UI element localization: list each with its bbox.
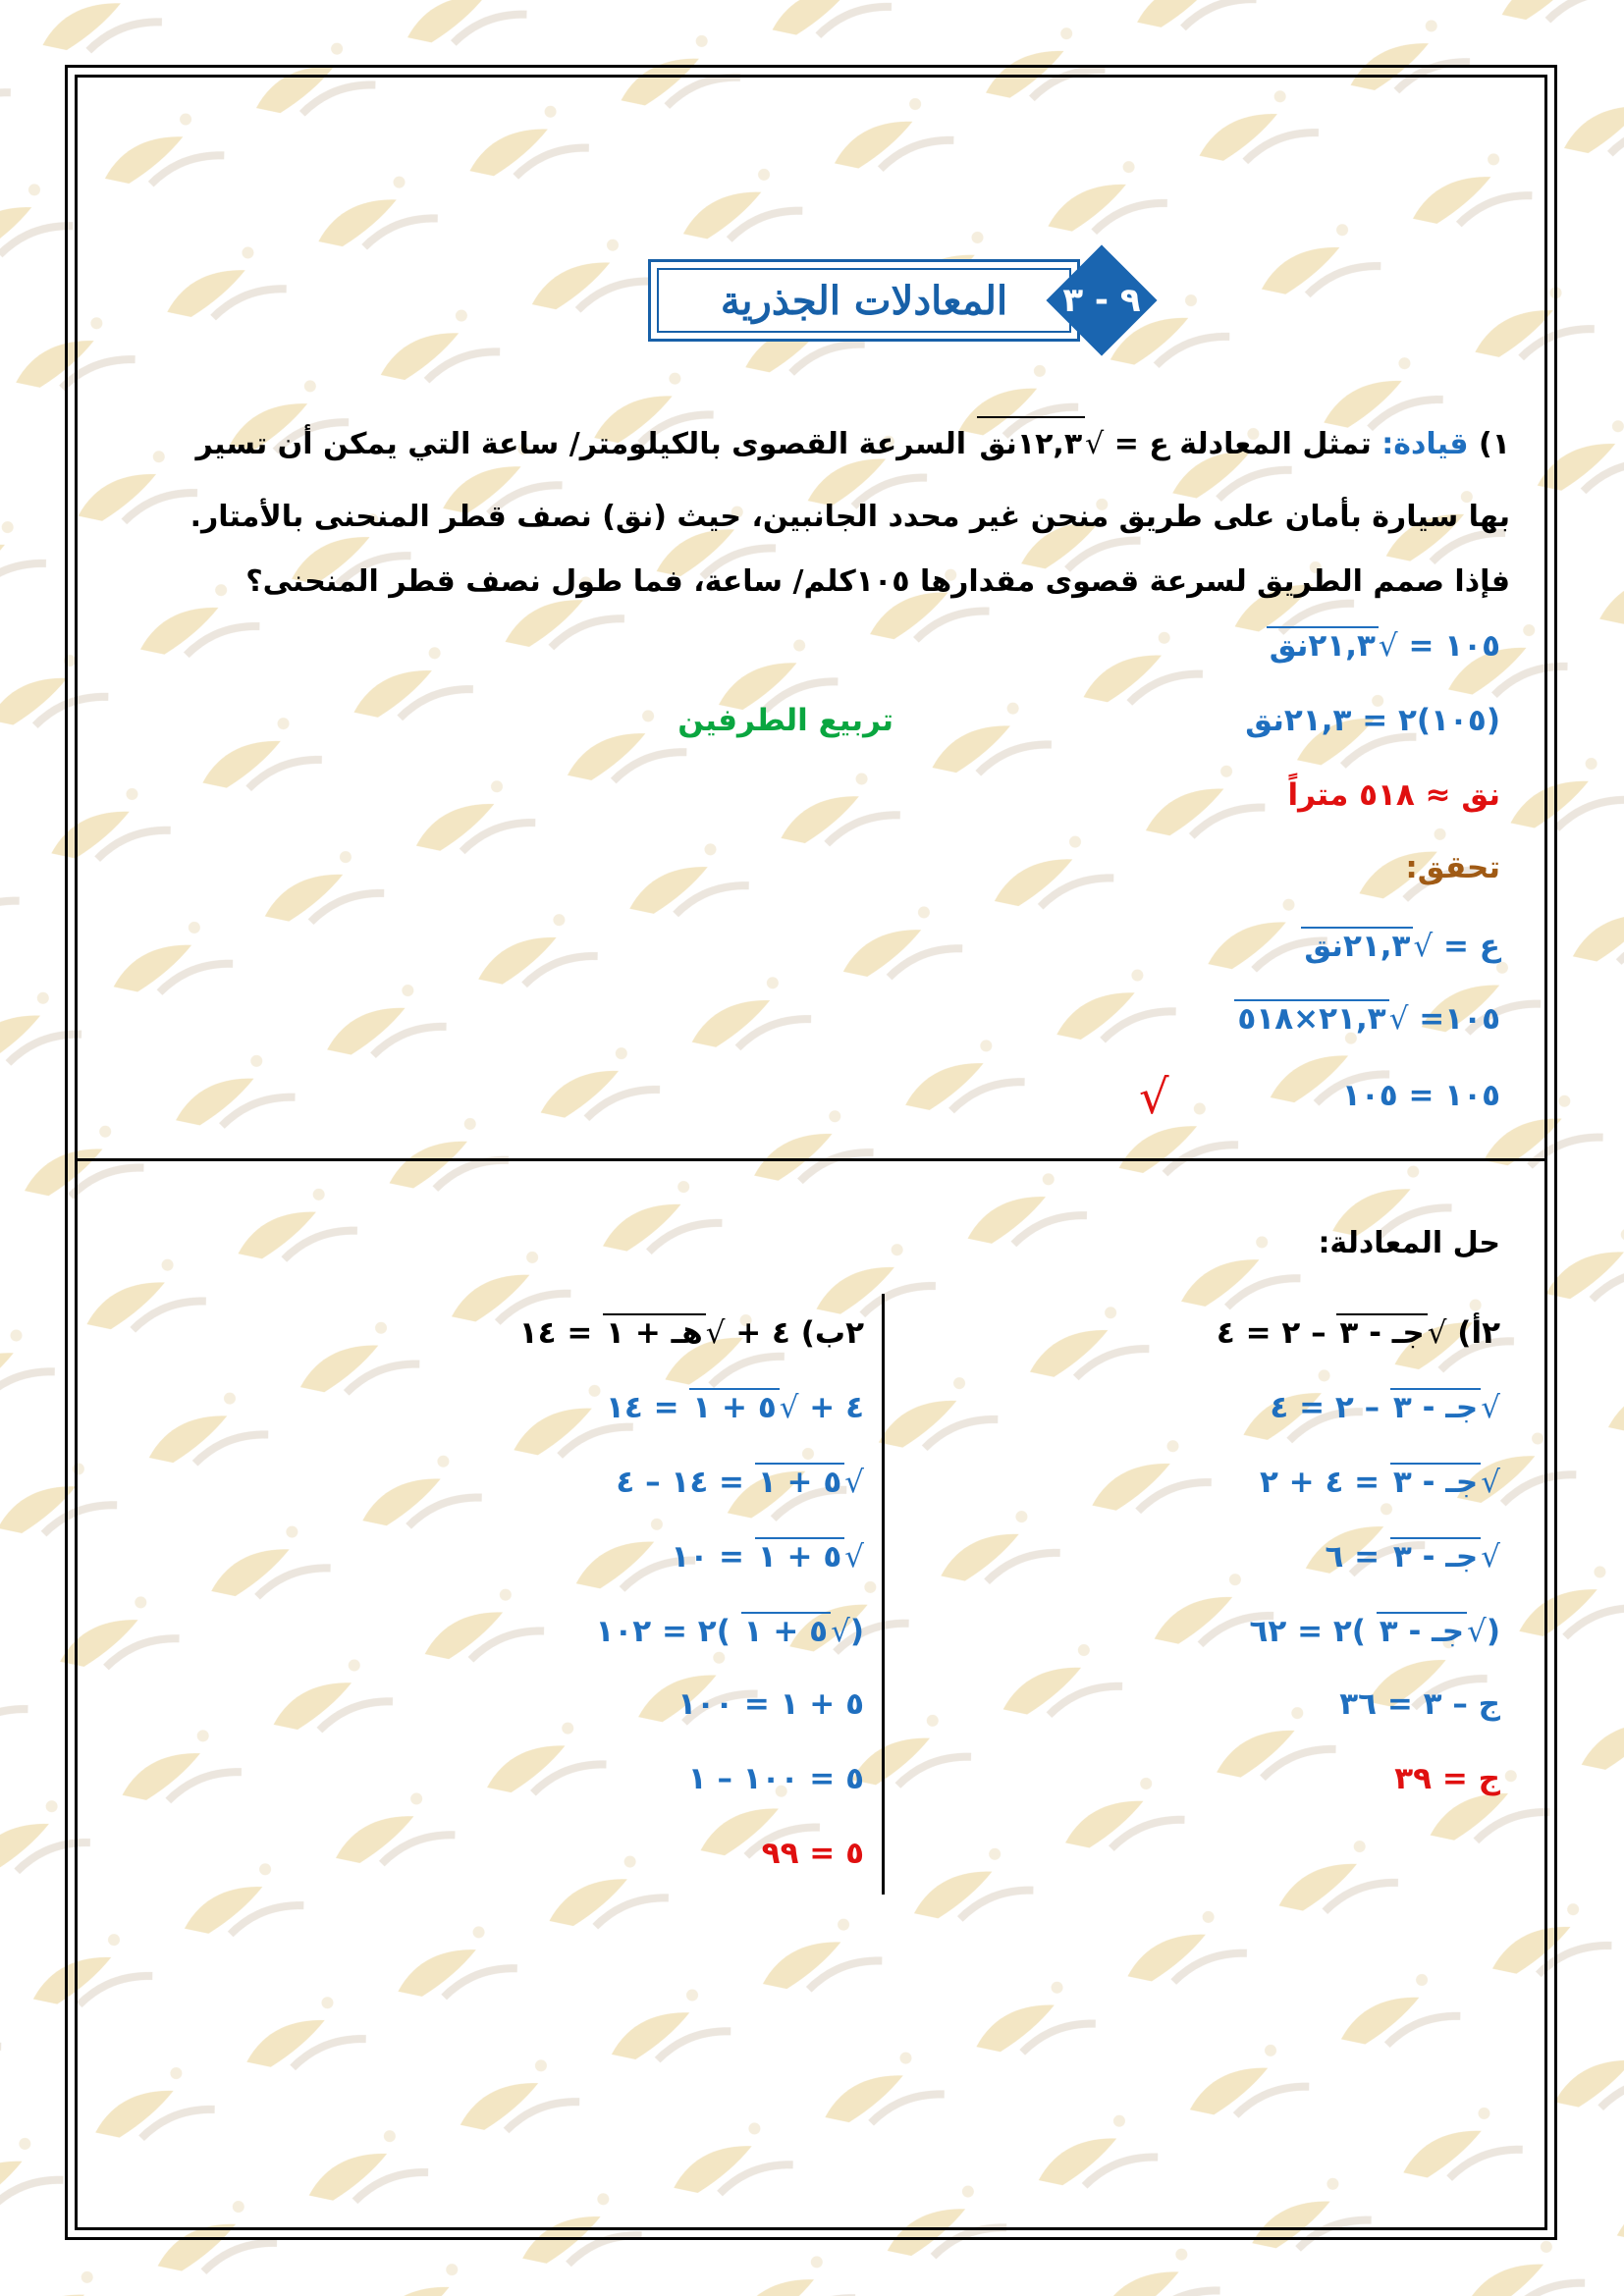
solve-heading: حل المعادلة: [1318,1226,1500,1260]
q2a-line6: ج – ٣ = ٣٦ [1339,1686,1500,1722]
q1-line1: ١) قيادة: تمثل المعادلة ع = √١٢,٣نق السرعة القصوى بالكيلومتر/ ساعة التي يمكن أن تسير [196,416,1510,471]
q1-verify-label: تحقق: [1405,850,1500,885]
q1-number: ١) [1478,427,1510,461]
page-border-inner [75,75,1547,2230]
q2b-line8: ٥ = ٩٩ [761,1836,864,1871]
q1-step2: (١٠٥)٢ = ٢١,٣نق [1245,703,1500,738]
q2a-line1: ٢أ) √جـ - ٣ – ٢ = ٤ [1216,1315,1500,1351]
q2a-line5: (√جـ - ٣ )٢ = ٦٢ [1249,1614,1500,1649]
q1-step2-note: تربيع الطرفين [677,703,893,738]
q1-label: قيادة: [1381,427,1469,461]
q1-line2: بها سيارة بأمان على طريق منحن غير محدد الجانبين، حيث (نق) نصف قطر المنحنى بالأمتار. [189,500,1510,534]
q2b-line2: ٤ + √٥ + ١ = ١٤ [605,1390,864,1425]
q1-verify-2: ١٠٥= √٢١,٣×٥١٨ [1234,999,1500,1037]
section-title [648,236,1168,373]
q1-radicand: ١٢,٣نق [977,416,1086,471]
q1-text-b: السرعة القصوى بالكيلومتر/ ساعة التي يمكن أن تسير [195,427,977,461]
q2a-line7: ج = ٣٩ [1394,1761,1500,1796]
q2b-line7: ٥ = ١٠٠ – ١ [687,1761,864,1796]
q2a-line3: √جـ - ٣ = ٤ + ٢ [1259,1465,1500,1500]
check-mark-icon: √ [1139,1070,1169,1125]
section-number: ٩ - ٣ [1062,281,1141,320]
q1-verify-3: ١٠٥ = ١٠٥ [1341,1078,1500,1113]
title-text: المعادلات الجذرية [720,277,1008,324]
q2b-line5: (√٥ + ١ )٢ = ١٠٢ [595,1614,864,1649]
q1-verify-1: ع = √٢١,٣نق [1301,927,1500,964]
q1-step1: ١٠٥ = √٢١,٣نق [1267,626,1500,664]
q2b-line1: ٢ب) ٤ + √هـ + ١ = ١٤ [518,1315,864,1351]
section-divider [75,1158,1547,1161]
section-number-badge [1047,245,1157,355]
q1-line3: فإذا صمم الطريق لسرعة قصوى مقدارها ١٠٥كلم/ ساعة، فما طول نصف قطر المنحنى؟ [245,564,1510,599]
q2b-line3: √٥ + ١ = ١٤ – ٤ [616,1465,864,1500]
q1-step3: نق ≈ ٥١٨ متراً [1287,777,1500,813]
q1-text-a: تمثل المعادلة ع = [1104,427,1372,461]
q2b-line4: √٥ + ١ = ١٠ [671,1539,864,1575]
q2b-line6: ٥ + ١ = ١٠٠ [677,1686,864,1722]
q2a-line4: √جـ - ٣ = ٦ [1325,1539,1500,1575]
column-divider [882,1294,885,1895]
q2a-line2: √جـ - ٣ – ٢ = ٤ [1270,1390,1500,1425]
title-box [648,259,1080,342]
